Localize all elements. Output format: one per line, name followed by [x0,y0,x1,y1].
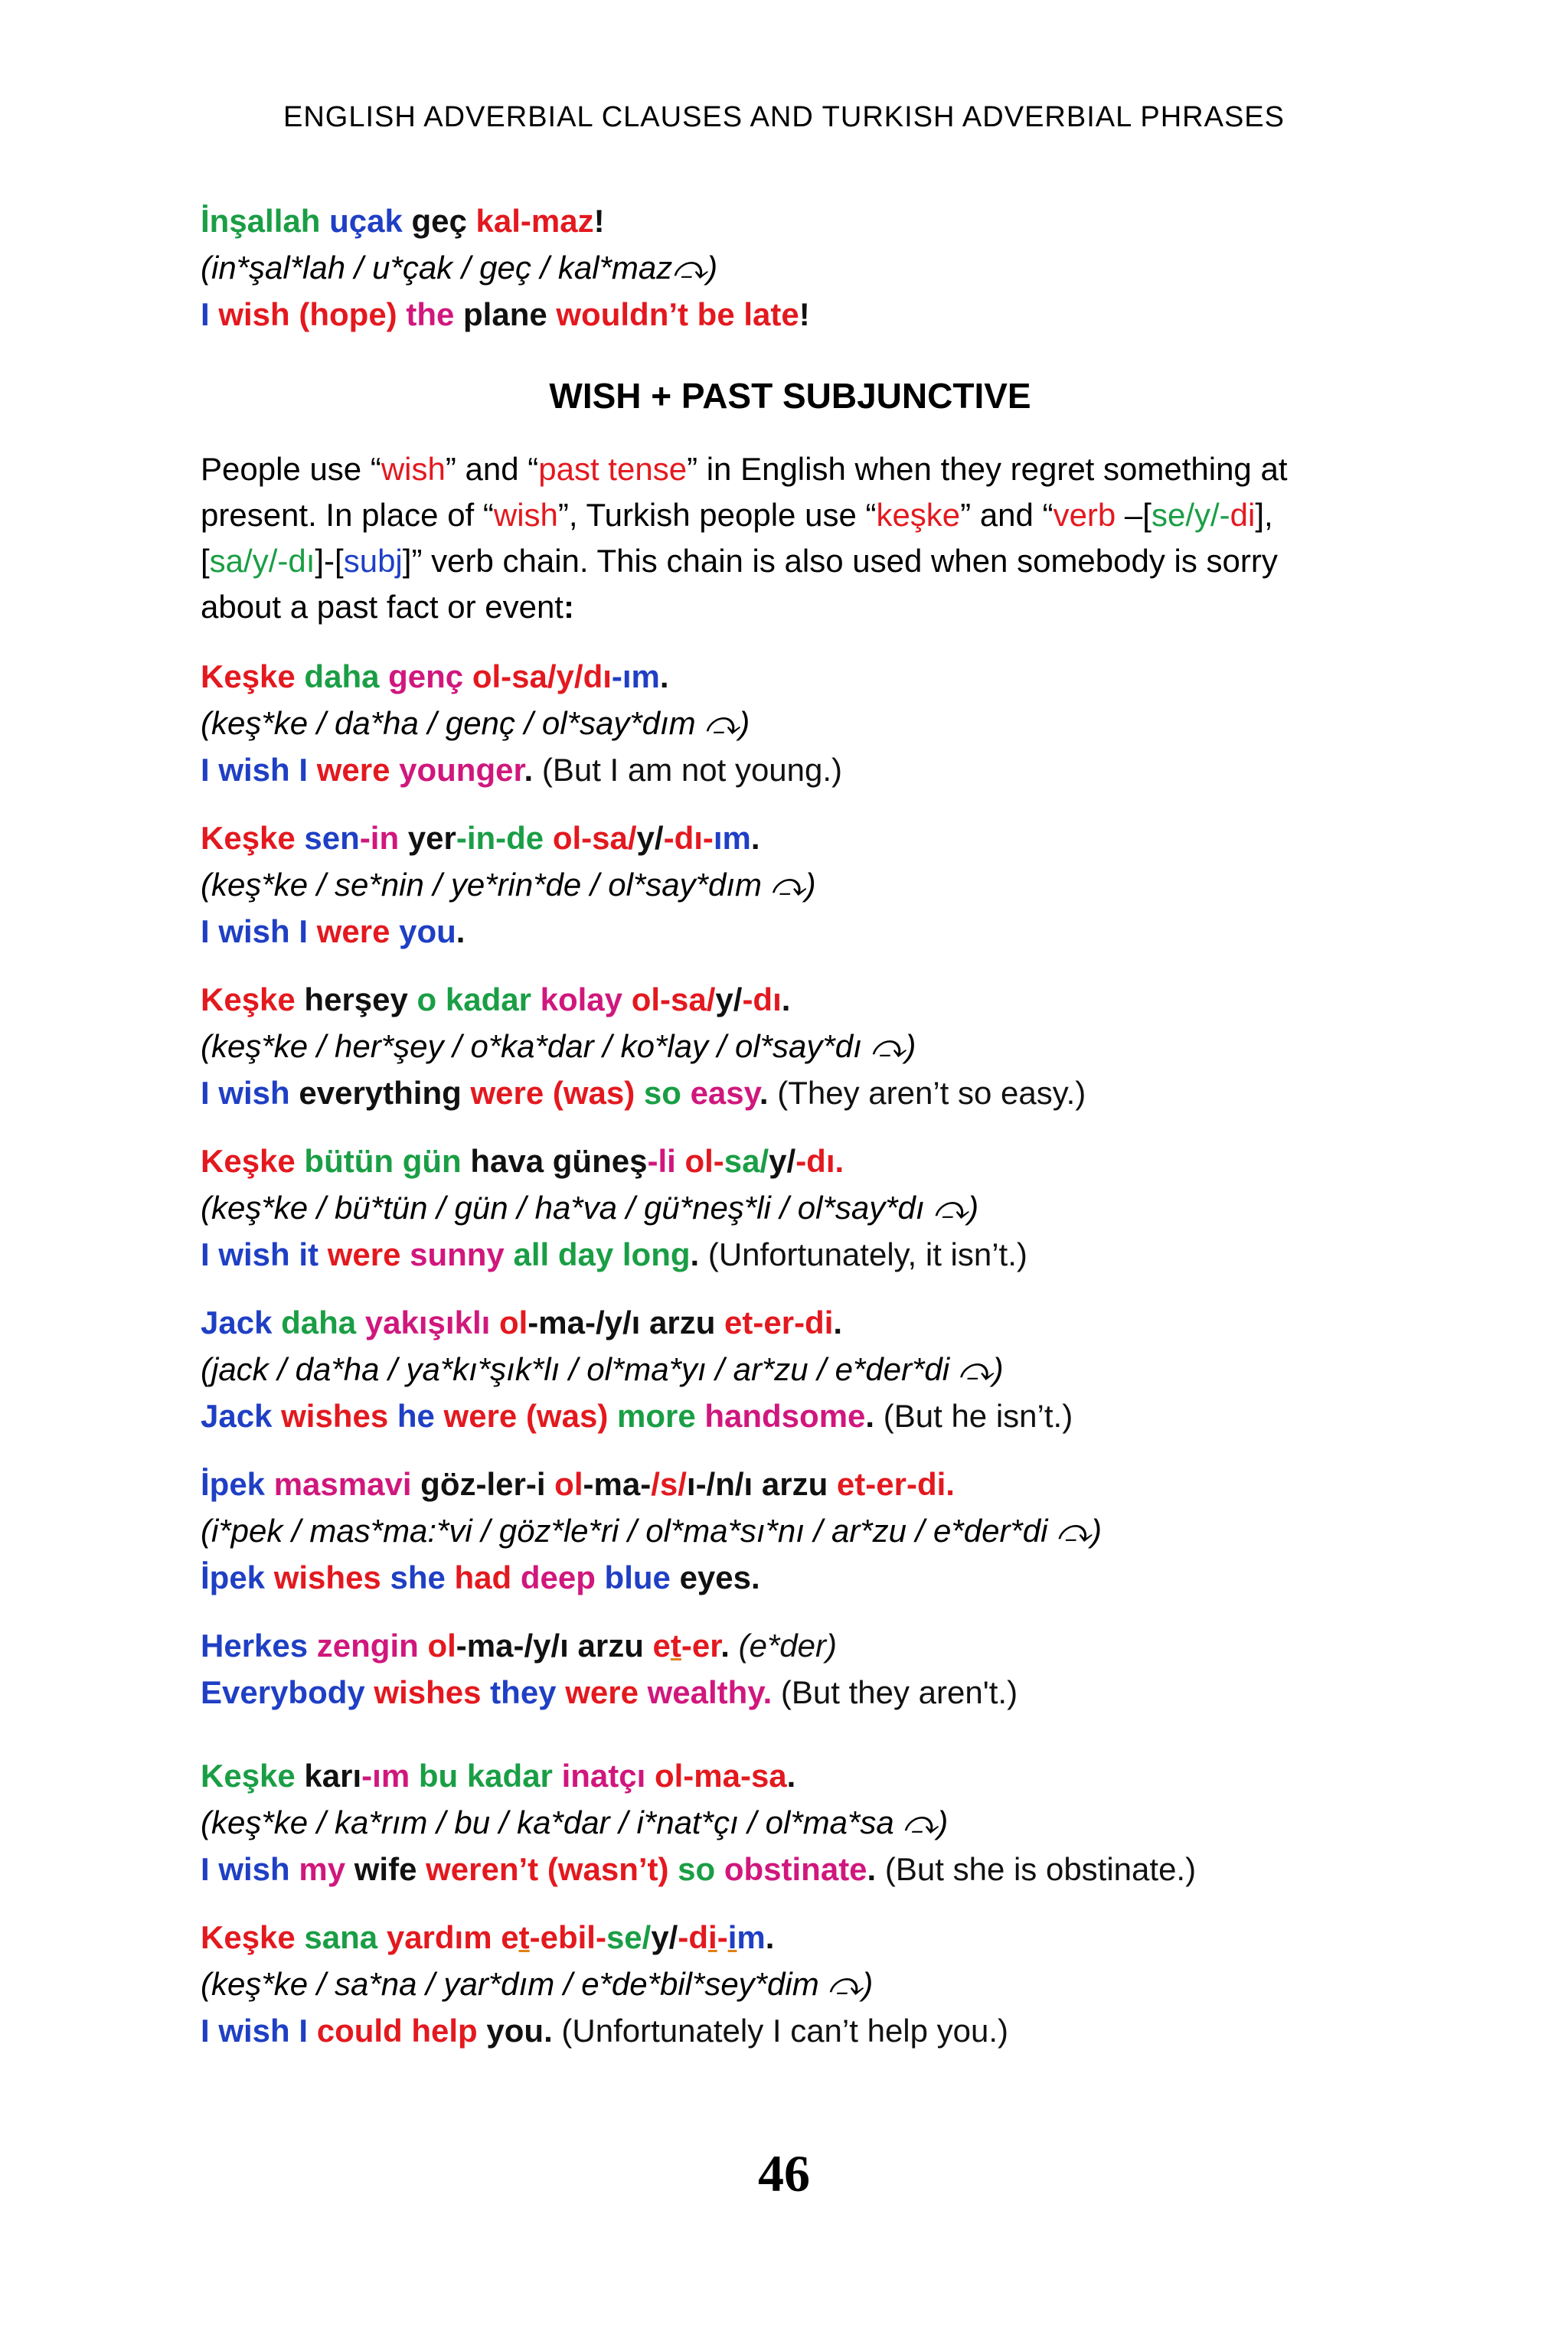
word: handsome [695,1398,866,1434]
word: so [635,1075,681,1111]
word: -li [647,1143,676,1179]
word: Jack [201,1398,273,1434]
pronunciation: (keş*ke / sa*na / yar*dım / e*de*bil*sey*dim ⤼) [201,1966,874,2002]
word: -ım [611,658,660,694]
word: ol-sa/y/dı [463,658,612,694]
term: wish [493,497,558,533]
english-translation [201,1393,1380,1439]
word: . [456,913,466,949]
word: could help [308,2013,478,2049]
word: were [308,752,390,788]
example-block [201,1752,1380,1892]
term: se/y/- [1151,497,1230,533]
word: were [308,913,390,949]
running-header: ENGLISH ADVERBIAL CLAUSES AND TURKISH ADVERBIAL PHRASES [283,101,1285,133]
word: kal-maz [466,203,594,239]
word: . [786,1758,796,1794]
example-block [201,1914,1380,2054]
word: Keşke [201,1919,296,1955]
word: so [668,1851,716,1887]
word: -in-de [456,820,544,856]
example-block [201,1461,1380,1601]
word: obstinate [715,1851,867,1887]
word: . [544,2013,553,2049]
word: yer [399,820,456,856]
text: [ [201,543,210,579]
word: -dı [795,1143,835,1179]
word: you [390,913,456,949]
page-number: 46 [758,2144,810,2202]
word: inatçı [552,1758,646,1794]
example-block [201,653,1380,793]
turkish-sentence [201,198,1380,244]
word: Jack [201,1305,273,1340]
pronunciation: (in*şal*lah / u*çak / geç / kal*maz⤼) [201,250,718,286]
word: . [763,1674,773,1710]
word: y/ [769,1143,796,1179]
word: wishes [265,1559,381,1595]
word: ! [593,203,605,239]
text: present. In place of “ [201,497,494,533]
text: ]-[ [315,543,344,579]
text: ” and “ [960,497,1054,533]
pronunciation: (keş*ke / da*ha / genç / ol*say*dım ⤼) [201,705,750,741]
word: eyes [670,1559,752,1595]
word: i [727,1919,737,1955]
word: -ma-/y/ı arzu [456,1628,644,1664]
word: karı [295,1758,362,1794]
word: ol [545,1466,583,1502]
example-block [201,1299,1380,1439]
note: (They aren’t so easy.) [768,1075,1086,1111]
word: were [556,1674,639,1710]
word: I [289,913,309,949]
word: . [833,1305,843,1340]
turkish-sentence [201,1914,1380,1961]
english-translation [201,291,1380,338]
word: had [445,1559,512,1595]
word: hava [461,1143,544,1179]
turkish-sentence [201,653,1380,700]
word: weren’t (wasn’t) [416,1851,669,1887]
term: past tense [538,451,688,487]
word: Herkes [201,1628,309,1664]
word: Everybody [201,1674,365,1710]
word: -d [678,1919,709,1955]
word: uçak [320,203,403,239]
word: it [289,1236,319,1272]
text: –[ [1116,497,1152,533]
word: . [781,981,791,1017]
word: deep [511,1559,596,1595]
word: I wish [201,752,290,788]
word: Keşke [201,1143,296,1179]
word: y/ [651,1919,678,1955]
example-block [201,1622,1380,1716]
word: - [717,1919,728,1955]
word: ol-ma-sa [645,1758,787,1794]
word: ! [799,296,810,332]
word: -ma-/y/ı arzu [528,1305,716,1340]
word: zengin [308,1628,419,1664]
word: geç [402,203,467,239]
word: sunny [400,1236,505,1272]
word: e [492,1919,519,1955]
text: ” and “ [445,451,539,487]
word: my [289,1851,346,1887]
word: masmavi [265,1466,412,1502]
word: I [201,296,210,332]
word: y/ [715,981,743,1017]
term: di [1230,497,1256,533]
english-translation [201,1069,1380,1116]
word: . [690,1236,700,1272]
turkish-sentence [201,1752,1380,1799]
word: ol [418,1628,456,1664]
term: subj [343,543,403,579]
word: sana [295,1919,378,1955]
word: wishes [364,1674,482,1710]
word: m [737,1919,766,1955]
word: wishes [272,1398,389,1434]
explanation-paragraph [201,446,1380,630]
word: -er [681,1628,721,1664]
word: yakışıklı [356,1305,491,1340]
word: were [318,1236,401,1272]
word: t [670,1628,681,1664]
note: (Unfortunately I can’t help you.) [552,2013,1009,2049]
word: o kadar [407,981,531,1017]
turkish-sentence [201,1138,1380,1184]
word: İnşallah [201,203,321,239]
word: the [397,296,455,332]
word: kolay [531,981,623,1017]
english-translation [201,2007,1380,2054]
pronunciation: (keş*ke / her*şey / o*ka*dar / ko*lay / ol*say*dı ⤼) [201,1028,916,1064]
word: genç [379,658,464,694]
word: daha [295,658,380,694]
text: ”, Turkish people use “ [557,497,877,533]
word: ol [490,1305,528,1340]
text: ], [1255,497,1273,533]
word: I wish [201,1851,290,1887]
word: . [835,1143,844,1179]
text: about a past fact or event [201,589,564,625]
word: . [865,1398,875,1434]
word: plane [454,296,547,332]
word: were (was) [461,1075,635,1111]
turkish-sentence [201,976,1380,1023]
note: (But she is obstinate.) [876,1851,1197,1887]
note: (But I am not young.) [533,752,843,788]
word: I wish [201,1236,290,1272]
example-block [201,815,1380,955]
word: I [289,2013,309,2049]
word: güneş [544,1143,648,1179]
word: younger [390,752,524,788]
pronunciation: (jack / da*ha / ya*kı*şık*lı / ol*ma*yı / ar*zu / e*der*di ⤼) [201,1351,1004,1387]
word: daha [272,1305,357,1340]
english-translation [201,1669,1380,1716]
pronunciation: (i*pek / mas*ma:*vi / göz*le*ri / ol*ma*sı*nı / ar*zu / e*der*di ⤼) [201,1513,1102,1549]
word: sen [295,820,360,856]
word: he [388,1398,435,1434]
word: wish (hope) [209,296,397,332]
word: everything [289,1075,462,1111]
turkish-sentence [201,815,1380,861]
word: gün [394,1143,462,1179]
word: herşey [295,981,408,1017]
english-translation [201,746,1380,793]
word: göz-ler-i [411,1466,546,1502]
word: e [643,1628,671,1664]
word: you [477,2013,544,2049]
word: blue [595,1559,671,1595]
word: . [720,1628,730,1664]
word: -ma- [583,1466,652,1502]
example-block [201,1138,1380,1278]
word: . [524,752,534,788]
word: . [867,1851,877,1887]
pronunciation-inline: (e*der) [729,1628,837,1664]
word: i [708,1919,717,1955]
word: bütün [295,1143,394,1179]
word: wife [345,1851,417,1887]
text: People use “ [201,451,381,487]
word: were (was) [434,1398,609,1434]
word: . [759,1075,769,1111]
word: wealthy [638,1674,763,1710]
intro-example [201,198,1380,338]
word: İpek [201,1559,266,1595]
english-translation [201,1231,1380,1278]
word: she [381,1559,446,1595]
term: keşke [876,497,961,533]
word: /s/ [651,1466,687,1502]
word: ol- [675,1143,724,1179]
word: -ebil- [529,1919,606,1955]
word: t [518,1919,530,1955]
word: ı-/n/ı arzu [686,1466,828,1502]
word: they [481,1674,557,1710]
term: verb [1053,497,1116,533]
turkish-sentence [201,1461,1380,1507]
word: et-er-di. [828,1466,955,1502]
note: (Unfortunately, it isn’t.) [699,1236,1027,1272]
word: -dı- [663,820,714,856]
word: I wish [201,1075,290,1111]
word: more [608,1398,696,1434]
word: se/ [606,1919,652,1955]
word: Keşke [201,658,296,694]
word: sa/ [724,1143,769,1179]
word: -in [359,820,400,856]
text: ]” verb chain. This chain is also used when somebody is sorry [402,543,1278,579]
word: I wish [201,2013,290,2049]
word: et-er-di [715,1305,834,1340]
word: ım [713,820,751,856]
pronunciation: (keş*ke / se*nin / ye*rin*de / ol*say*dım ⤼) [201,867,816,903]
word: -dı [742,981,782,1017]
word: easy [681,1075,760,1111]
page-content [201,198,1380,2054]
word: bu kadar [410,1758,553,1794]
word: Keşke [201,981,296,1017]
word: Keşke [201,820,296,856]
word: all day long [504,1236,691,1272]
word: y/ [636,820,664,856]
section-heading: WISH + PAST SUBJUNCTIVE [549,376,1031,416]
note: (But he isn’t.) [874,1398,1073,1434]
note: (But they aren't.) [772,1674,1018,1710]
word: I [289,752,309,788]
word: -ım [361,1758,410,1794]
word: . [659,658,669,694]
word: İpek [201,1466,266,1502]
pronunciation: (keş*ke / bü*tün / gün / ha*va / gü*neş*li / ol*say*dı ⤼) [201,1190,979,1226]
example-block [201,976,1380,1116]
english-translation [201,1554,1380,1601]
word: yardım [377,1919,492,1955]
term: sa/y/-dı [209,543,315,579]
word: ol-sa/ [544,820,637,856]
english-translation [201,1846,1380,1892]
word: . [765,1919,775,1955]
word: I wish [201,913,290,949]
english-translation [201,908,1380,955]
word: . [751,1559,760,1595]
word: . [750,820,760,856]
word: wouldn’t be late [547,296,799,332]
turkish-sentence [201,1299,1380,1346]
text: : [563,589,574,625]
word: Keşke [201,1758,296,1794]
word: ol-sa/ [622,981,716,1017]
term: wish [381,451,446,487]
text: ” in English when they regret something at [687,451,1288,487]
pronunciation: (keş*ke / ka*rım / bu / ka*dar / i*nat*çı / ol*ma*sa ⤼) [201,1804,949,1840]
turkish-sentence [201,1622,1380,1669]
